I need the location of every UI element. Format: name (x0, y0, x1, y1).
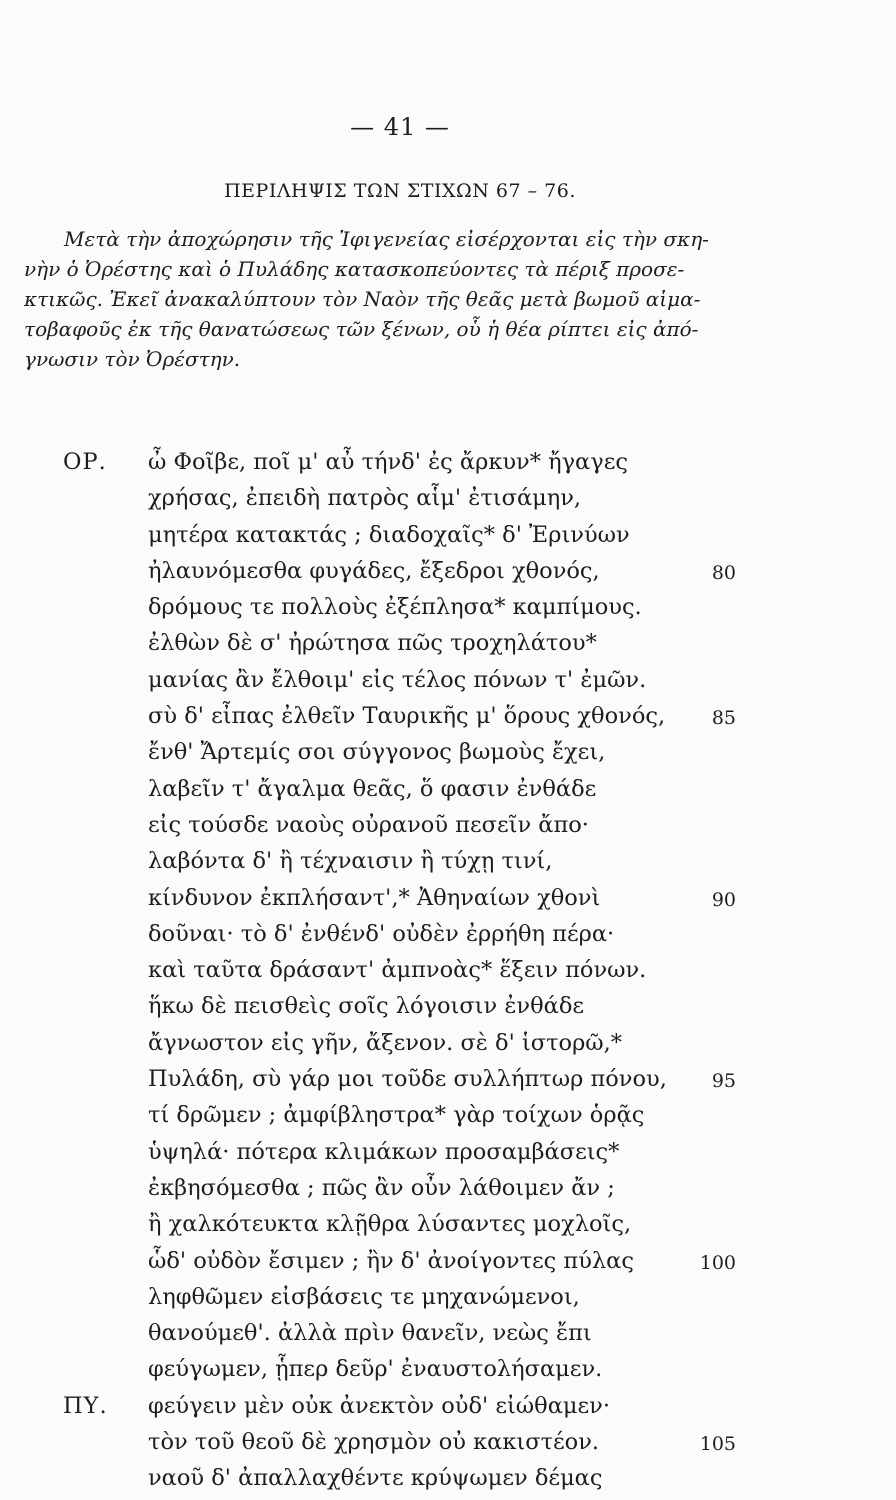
speaker-label: ΟΡ. (63, 449, 107, 475)
page-number: — 41 — (350, 113, 450, 141)
line-number: 85 (711, 707, 736, 730)
line-number: 105 (699, 1433, 736, 1456)
verse-line (0, 520, 896, 556)
section-title: ΠΕΡΙΛΗΨΙΣ ΤΩΝ ΣΤΙΧΩΝ 67 – 76. (224, 180, 576, 202)
line-number: 80 (711, 561, 736, 584)
verse-line (0, 846, 896, 882)
verse-line (0, 1318, 896, 1354)
verse-line (0, 1246, 896, 1282)
verse-text: λαβόντα δ' ἢ τέχναισιν ἢ τύχῃ τινί, (148, 848, 553, 875)
verse-block (0, 447, 896, 1500)
verse-line (0, 701, 896, 737)
verse-text: ἐλθὼν δὲ σ' ἠρώτησα πῶς τροχηλάτου* (148, 630, 597, 657)
line-number: 100 (699, 1251, 736, 1274)
verse-line (0, 628, 896, 664)
verse-line (0, 483, 896, 519)
verse-text: φεύγειν μὲν οὐκ ἀνεκτὸν οὐδ' εἰώθαμεν· (148, 1392, 611, 1419)
verse-text: ὧδ' οὐδὸν ἔσιμεν ; ἢν δ' ἀνοίγοντες πύλας (148, 1247, 634, 1274)
line-number: 90 (711, 888, 736, 911)
verse-line (0, 592, 896, 628)
verse-line (0, 1427, 896, 1463)
verse-line (0, 919, 896, 955)
summary-line: νὴν ὁ Ὀρέστης καὶ ὁ Πυλάδης κατασκοπεύοντες τὰ πέριξ προσε- (24, 257, 685, 281)
verse-text: ληφθῶμεν εἰσβάσεις τε μηχανώμενοι, (148, 1283, 580, 1310)
verse-text: ἠλαυνόμεσθα φυγάδες, ἔξεδροι χθονός, (148, 557, 600, 584)
verse-line (0, 1028, 896, 1064)
verse-text: ὑψηλά· πότερα κλιμάκων προσαμβάσεις* (148, 1138, 620, 1165)
verse-text: ἢ χαλκότευκτα κλῇθρα λύσαντες μοχλοῖς, (148, 1211, 632, 1238)
verse-line (0, 1137, 896, 1173)
verse-line (0, 955, 896, 991)
verse-line (0, 556, 896, 592)
verse-text: ἔνθ' Ἄρτεμίς σοι σύγγονος βωμοὺς ἔχει, (148, 739, 606, 766)
verse-line (0, 737, 896, 773)
summary-paragraph (24, 224, 764, 374)
verse-text: εἰς τούσδε ναοὺς οὐρανοῦ πεσεῖν ἄπο· (148, 811, 589, 838)
summary-line: κτικῶς. Ἐκεῖ ἀνακαλύπτουν τὸν Ναὸν τῆς θεᾶς μετὰ βωμοῦ αἱμα- (24, 287, 701, 311)
verse-line (0, 1100, 896, 1136)
verse-line (0, 883, 896, 919)
verse-text: ἄγνωστον εἰς γῆν, ἄξενον. σὲ δ' ἱστορῶ,* (148, 1029, 623, 1056)
speaker-label: ΠΥ. (63, 1392, 108, 1419)
verse-line (0, 774, 896, 810)
verse-text: καὶ ταῦτα δράσαντ' ἀμπνοὰς* ἕξειν πόνων. (148, 957, 647, 984)
summary-line: τοβαφοῦς ἐκ τῆς θανατώσεως τῶν ξένων, οὗ ἡ θέα ρίπτει εἰς ἀπό- (24, 317, 699, 341)
verse-text: λαβεῖν τ' ἄγαλμα θεᾶς, ὅ φασιν ἐνθάδε (148, 775, 597, 802)
verse-text: δοῦναι· τὸ δ' ἐνθένδ' οὐδὲν ἐρρήθη πέρα· (148, 920, 615, 947)
verse-text: μητέρα κατακτάς ; διαδοχαῖς* δ' Ἐρινύων (148, 521, 630, 548)
verse-text: ὦ Φοῖβε, ποῖ μ' αὖ τήνδ' ἐς ἄρκυν* ἤγαγες (148, 449, 628, 475)
verse-line (0, 1354, 896, 1390)
verse-line (0, 447, 896, 483)
summary-line: γνωσιν τὸν Ὀρέστην. (24, 347, 241, 371)
verse-text: ἐκβησόμεσθα ; πῶς ἂν οὖν λάθοιμεν ἄν ; (148, 1174, 615, 1201)
summary-line: Μετὰ τὴν ἀποχώρησιν τῆς Ἰφιγενείας εἰσέρχονται εἰς τὴν σκη- (64, 227, 709, 251)
verse-text: κίνδυνον ἐκπλήσαντ',* Ἀθηναίων χθονὶ (148, 884, 601, 911)
verse-line (0, 1064, 896, 1100)
verse-text: Πυλάδη, σὺ γάρ μοι τοῦδε συλλήπτωρ πόνου, (148, 1066, 667, 1093)
line-number: 95 (711, 1070, 736, 1093)
verse-text: θανούμεθ'. ἀλλὰ πρὶν θανεῖν, νεὼς ἔπι (148, 1320, 592, 1347)
verse-line (0, 991, 896, 1027)
verse-line (0, 1391, 896, 1427)
verse-text: φεύγωμεν, ᾗπερ δεῦρ' ἐναυστολήσαμεν. (148, 1356, 603, 1383)
verse-line (0, 1282, 896, 1318)
verse-line (0, 810, 896, 846)
verse-text: χρήσας, ἐπειδὴ πατρὸς αἷμ' ἐτισάμην, (148, 485, 582, 512)
verse-line (0, 665, 896, 701)
verse-text: σὺ δ' εἶπας ἐλθεῖν Ταυρικῆς μ' ὅρους χθονός, (148, 703, 666, 730)
verse-text: μανίας ἂν ἔλθοιμ' εἰς τέλος πόνων τ' ἐμῶν. (148, 666, 647, 693)
verse-line (0, 1209, 896, 1245)
verse-line (0, 1463, 896, 1499)
verse-text: δρόμους τε πολλοὺς ἐξέπλησα* καμπίμους. (148, 594, 642, 621)
verse-text: ναοῦ δ' ἀπαλλαχθέντε κρύψωμεν δέμας (148, 1465, 603, 1492)
verse-line (0, 1173, 896, 1209)
verse-text: τί δρῶμεν ; ἀμφίβληστρα* γὰρ τοίχων ὁρᾷς (148, 1102, 645, 1129)
verse-text: τὸν τοῦ θεοῦ δὲ χρησμὸν οὐ κακιστέον. (148, 1429, 600, 1456)
verse-text: ἥκω δὲ πεισθεὶς σοῖς λόγοισιν ἐνθάδε (148, 993, 585, 1020)
